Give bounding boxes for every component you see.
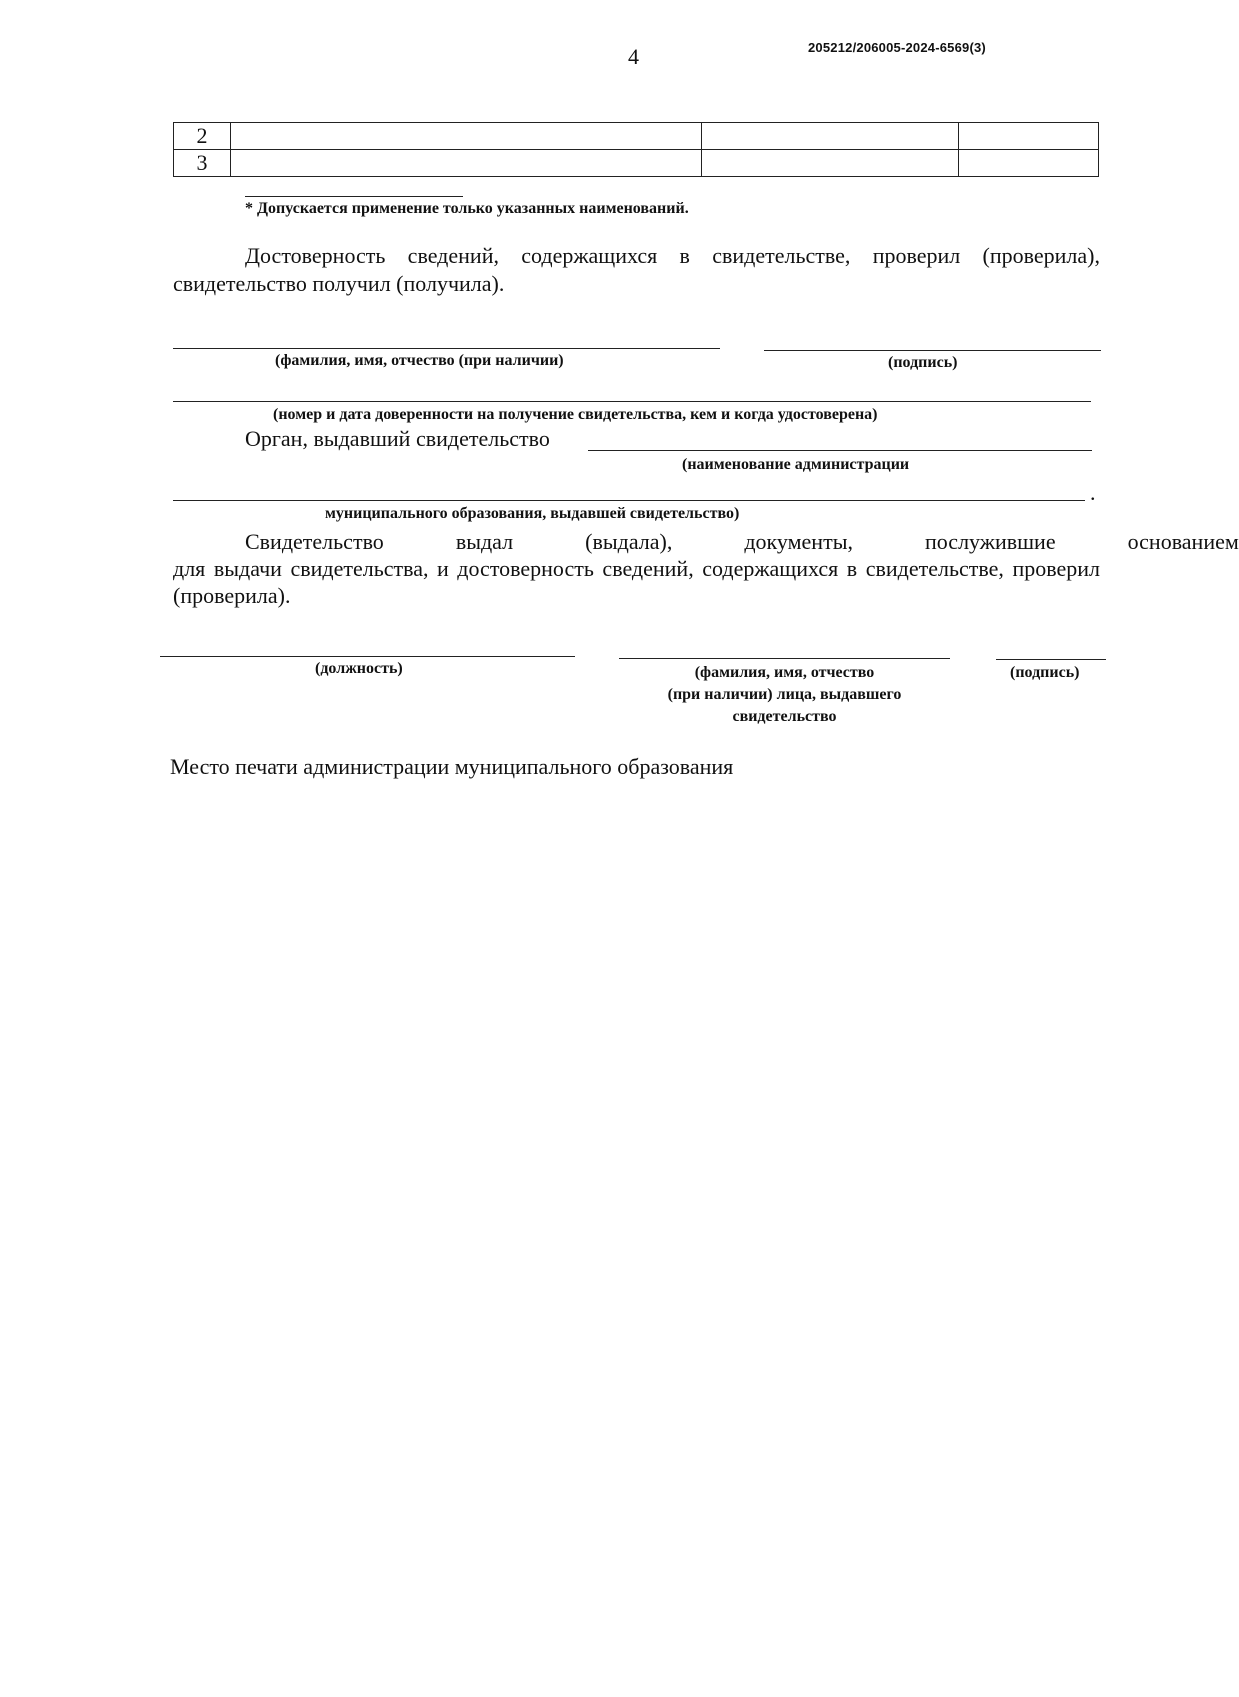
word: Свидетельство — [245, 529, 384, 554]
issuer-caption-line: (фамилия, имя, отчество — [694, 664, 875, 681]
admin-name-caption-2: муниципального образования, выдавшей свидетельство) — [325, 505, 740, 522]
issuance-rest: для выдачи свидетельства, и достоверность сведений, содержащихся в свидетельстве, проверил (проверила). — [173, 556, 1100, 608]
position-line — [160, 656, 575, 657]
word: выдал — [455, 529, 514, 554]
signature-caption-2: (подпись) — [1010, 664, 1080, 681]
power-of-attorney-line — [173, 401, 1091, 402]
word: (выдала), — [585, 529, 673, 554]
issuing-body-line-2 — [173, 500, 1085, 501]
table-cell — [231, 123, 702, 150]
table-row — [174, 150, 1099, 177]
table-cell — [958, 150, 1098, 177]
issuer-caption-line: свидетельство — [732, 708, 837, 725]
issuer-fio-line — [619, 658, 950, 659]
issuing-body-label: Орган, выдавший свидетельство — [245, 426, 550, 451]
table-cell — [958, 123, 1098, 150]
word: основанием — [1127, 529, 1239, 554]
word: послужившие — [924, 529, 1056, 554]
table-row — [174, 123, 1099, 150]
issuing-body-line — [588, 450, 1092, 451]
table-cell — [231, 150, 702, 177]
issuer-fio-caption — [619, 662, 950, 728]
issuer-caption-line: (при наличии) лица, выдавшего — [667, 686, 902, 703]
row-number: 2 — [174, 123, 231, 150]
word: документы, — [744, 529, 853, 554]
page-number: 4 — [628, 44, 639, 69]
issuance-first-line — [173, 528, 1239, 555]
footnote: * Допускается применение только указанных наименований. — [245, 200, 689, 217]
period-mark: . — [1090, 480, 1096, 505]
fio-line — [173, 348, 720, 349]
issuance-paragraph — [173, 528, 1239, 609]
signature-line-2 — [996, 659, 1106, 660]
signature-line — [764, 350, 1101, 351]
signature-caption: (подпись) — [888, 354, 958, 371]
table-cell — [702, 123, 959, 150]
power-of-attorney-caption: (номер и дата доверенности на получение свидетельства, кем и когда удостоверена) — [273, 406, 878, 423]
verification-paragraph: Достоверность сведений, содержащихся в свидетельстве, проверил (проверила), свидетельство получил (получила). — [173, 243, 1100, 296]
table-cell — [702, 150, 959, 177]
admin-name-caption: (наименование администрации — [682, 456, 910, 473]
items-table — [173, 122, 1099, 177]
document-code: 205212/206005-2024-6569(3) — [808, 40, 986, 55]
footnote-rule — [245, 196, 463, 197]
position-caption: (должность) — [315, 660, 403, 677]
fio-caption: (фамилия, имя, отчество (при наличии) — [275, 352, 564, 369]
row-number: 3 — [174, 150, 231, 177]
stamp-place: Место печати администрации муниципального образования — [170, 754, 734, 779]
